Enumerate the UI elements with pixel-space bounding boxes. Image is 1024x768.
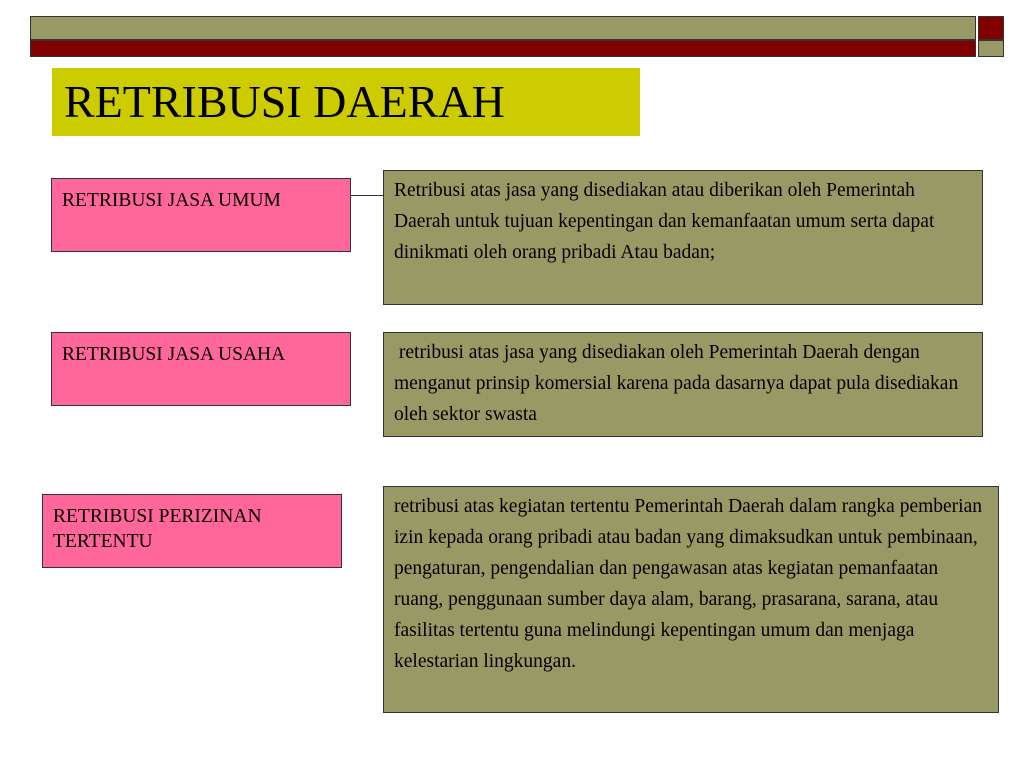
label-box-jasa-usaha: RETRIBUSI JASA USAHA (51, 332, 351, 406)
description-box-jasa-usaha: retribusi atas jasa yang disediakan oleh Pemerintah Daerah dengan menganut prinsip komersial karena pada dasarnya dapat pula disediakan oleh sektor swasta (383, 332, 983, 437)
connector-line (350, 195, 384, 196)
description-box-perizinan-tertentu: retribusi atas kegiatan tertentu Pemerintah Daerah dalam rangka pemberian izin kepada orang pribadi atau badan yang dimaksudkan untuk pembinaan, pengaturan, pengendalian dan pengawasan atas kegiatan pemanfaatan ruang, penggunaan sumber daya alam, barang, prasarana, sarana, atau fasilitas tertentu guna melindungi kepentingan umum dan menjaga kelestarian lingkungan. (383, 486, 999, 713)
header-square-light (978, 40, 1004, 57)
label-box-jasa-umum: RETRIBUSI JASA UMUM (51, 178, 351, 252)
slide-title: RETRIBUSI DAERAH (64, 76, 505, 127)
header-bar-light (30, 16, 976, 40)
header-bar-dark (30, 40, 976, 57)
label-box-perizinan-tertentu: RETRIBUSI PERIZINAN TERTENTU (42, 494, 342, 568)
description-box-jasa-umum: Retribusi atas jasa yang disediakan atau diberikan oleh Pemerintah Daerah untuk tujuan kepentingan dan kemanfaatan umum serta dapat dinikmati oleh orang pribadi Atau badan; (383, 170, 983, 305)
header-square-dark (978, 16, 1004, 40)
